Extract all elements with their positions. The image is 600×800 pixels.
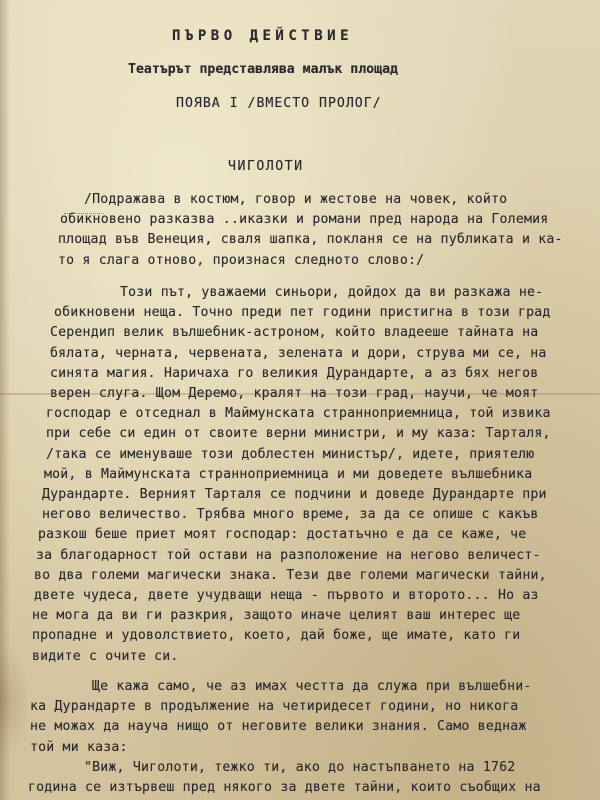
text-line: той ми каза: <box>30 740 128 755</box>
text-line: /Подражава в костюм, говор и жестове на човек, който <box>84 192 508 207</box>
text-line: за благодарност той остави на разположение на негово величест- <box>36 548 541 563</box>
text-line: негово величество. Трябва много време, за да се опише с какъв <box>42 507 539 522</box>
text-line: не мога да ви ги разкрия, защото иначе целият ваш интерес ще <box>32 608 521 623</box>
text-line: Дурандарте. Верният Тарталя се подчини и доведе Дурандарте при <box>42 487 547 502</box>
text-line: синята магия. Наричаха го великия Дурандарте, а аз бях негов <box>50 366 539 381</box>
text-line: площад във Венеция, сваля шапка, покланя се на публиката и ка- <box>58 232 563 247</box>
text-line: при себе си един от своите верни министри, и му каза: Тарталя, <box>46 426 551 441</box>
text-line: пропадне и удоволствието, което, дай боже, ще имате, като ги <box>32 628 521 643</box>
text-line: Ще кажа само, че аз имах честта да служа при вълшебни- <box>92 679 532 694</box>
text-line: Този път, уважаеми синьори, дойдох да ви разкажа не- <box>120 285 544 300</box>
text-line: не можах да науча нищо от неговите велики знания. Само веднаж <box>30 719 527 734</box>
text-line: разкош беше приет моят господар: достатъчно е да се каже, че <box>38 527 527 542</box>
text-line: Серендип велик вълшебник-астроном, който владееше тайната на <box>50 325 539 340</box>
stage-direction: Театърът представлява малък площад <box>128 62 398 77</box>
text-line: /така се именуваше този доблестен министър/, идете, приятелю <box>46 447 535 462</box>
text-line: година се изтървеш пред някого за двете тайни, които съобщих на <box>28 780 541 795</box>
speaker-name: ЧИГОЛОТИ <box>228 159 304 174</box>
text-line: ка Дурандарте в продължение на четиридесет години, но никога <box>30 699 519 714</box>
text-line: во два големи магически знака. Тези две големи магически тайни, <box>34 568 547 583</box>
text-line: господар е отседнал в Маймунската странноприемница, той извика <box>46 406 551 421</box>
text-line: обикновено разказва ..иказки и романи пред народа на Големия <box>60 212 549 227</box>
text-line: двете чудеса, двете учудващи неща - първото и второто... Но аз <box>34 588 539 603</box>
text-line: обикновени неща. Точно преди пет години пристигна в този град <box>54 305 551 320</box>
text-line: видите с очите си. <box>32 649 179 664</box>
text-line: верен слуга. Щом Деремо, кралят на този град, научи, че моят <box>50 386 539 401</box>
text-line: то я слага отново, произнася следното слово:/ <box>58 253 425 268</box>
text-line: бялата, черната, червената, зелената и дори, струва ми се, на <box>50 346 547 361</box>
act-title: ПЪРВО ДЕЙСТВИЕ <box>172 28 354 44</box>
text-line: "Виж, Чиголоти, тежко ти, ако до настъпването на 1762 <box>84 760 516 775</box>
text-line: мой, в Маймунската странноприемница и ми доведете вълшебника <box>44 467 533 482</box>
scene-heading: ПОЯВА I /ВМЕСТО ПРОЛОГ/ <box>176 96 382 111</box>
paper-stain <box>0 640 30 760</box>
